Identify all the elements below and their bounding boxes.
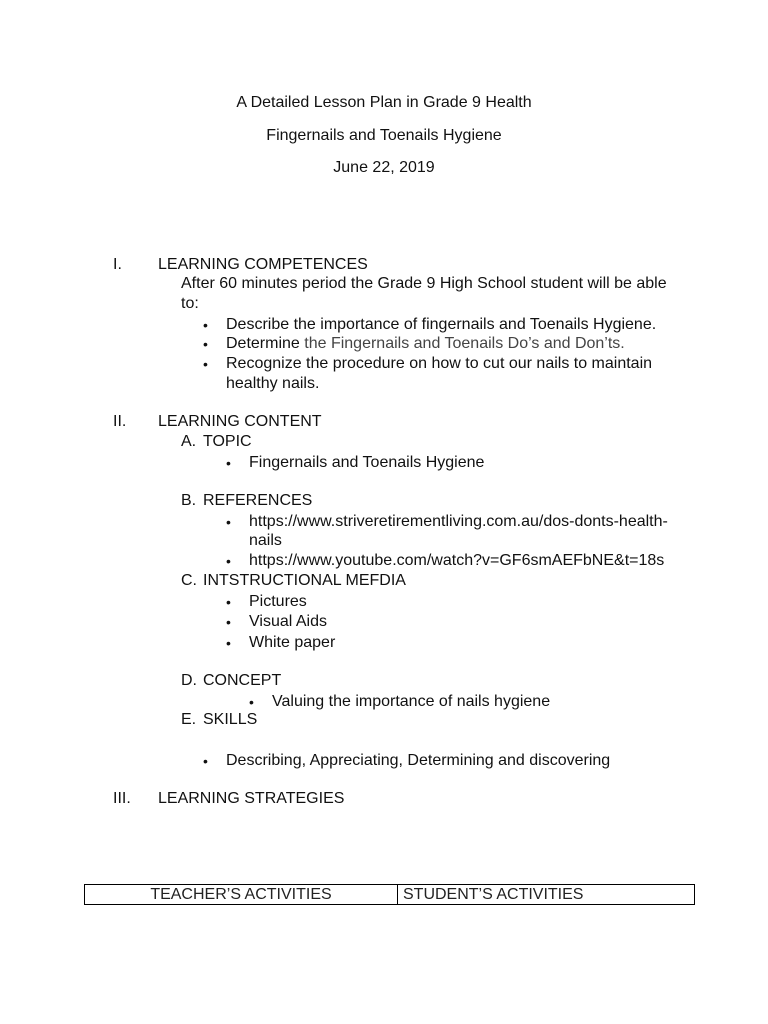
subsection-letter: E. bbox=[181, 711, 197, 728]
subsection-letter: C. bbox=[181, 572, 197, 589]
student-activities-header: STUDENT’S ACTIVITIES bbox=[403, 886, 584, 903]
bullet-icon: • bbox=[226, 553, 231, 569]
list-item bbox=[226, 334, 625, 354]
list-item: White paper bbox=[249, 634, 336, 651]
subsection-letter: B. bbox=[181, 492, 197, 509]
subsection-references: REFERENCES bbox=[203, 492, 313, 509]
teacher-activities-header: TEACHER’S ACTIVITIES bbox=[85, 885, 398, 904]
competences-intro-line: to: bbox=[181, 295, 199, 312]
subsection-letter: A. bbox=[181, 433, 197, 450]
section-numeral: III. bbox=[113, 790, 131, 807]
reference-link[interactable]: https://www.striveretirementliving.com.au/dos-donts-health- bbox=[249, 513, 668, 530]
subsection-skills: SKILLS bbox=[203, 711, 258, 728]
reference-link-continuation[interactable]: nails bbox=[249, 532, 282, 549]
list-item: Fingernails and Toenails Hygiene bbox=[249, 454, 485, 471]
document-title: A Detailed Lesson Plan in Grade 9 Health bbox=[236, 94, 532, 111]
list-item: Pictures bbox=[249, 593, 307, 610]
document-date: June 22, 2019 bbox=[333, 159, 435, 176]
list-item-prefix: Determine bbox=[226, 335, 300, 352]
bullet-icon: • bbox=[226, 614, 231, 630]
bullet-icon: • bbox=[203, 753, 208, 769]
bullet-icon: • bbox=[203, 336, 208, 352]
list-item: Describing, Appreciating, Determining and discovering bbox=[226, 752, 611, 769]
bullet-icon: • bbox=[203, 356, 208, 372]
activities-table bbox=[84, 884, 695, 905]
bullet-icon: • bbox=[226, 514, 231, 530]
section-heading: LEARNING CONTENT bbox=[158, 413, 322, 430]
list-item: Visual Aids bbox=[249, 613, 327, 630]
reference-link[interactable]: https://www.youtube.com/watch?v=GF6smAEFbNE&t=18s bbox=[249, 552, 665, 569]
list-item: Describe the importance of fingernails and Toenails Hygiene. bbox=[226, 316, 657, 333]
list-item-rest: the Fingernails and Toenails Do’s and Don’ts. bbox=[299, 335, 625, 352]
subsection-topic: TOPIC bbox=[203, 433, 252, 450]
section-numeral: II. bbox=[113, 413, 127, 430]
section-heading: LEARNING STRATEGIES bbox=[158, 790, 345, 807]
list-item: Recognize the procedure on how to cut our nails to maintain bbox=[226, 355, 653, 372]
bullet-icon: • bbox=[249, 694, 254, 710]
bullet-icon: • bbox=[226, 455, 231, 471]
section-numeral: I. bbox=[113, 256, 122, 273]
subsection-media: INTSTRUCTIONAL MEFDIA bbox=[203, 572, 406, 589]
bullet-icon: • bbox=[203, 317, 208, 333]
section-heading: LEARNING COMPETENCES bbox=[158, 256, 368, 273]
list-item: Valuing the importance of nails hygiene bbox=[272, 693, 551, 710]
list-item-continuation: healthy nails. bbox=[226, 375, 320, 392]
document-subtitle: Fingernails and Toenails Hygiene bbox=[266, 127, 502, 144]
subsection-letter: D. bbox=[181, 672, 197, 689]
subsection-concept: CONCEPT bbox=[203, 672, 282, 689]
bullet-icon: • bbox=[226, 594, 231, 610]
bullet-icon: • bbox=[226, 635, 231, 651]
competences-intro-line: After 60 minutes period the Grade 9 High School student will be able bbox=[181, 275, 667, 292]
